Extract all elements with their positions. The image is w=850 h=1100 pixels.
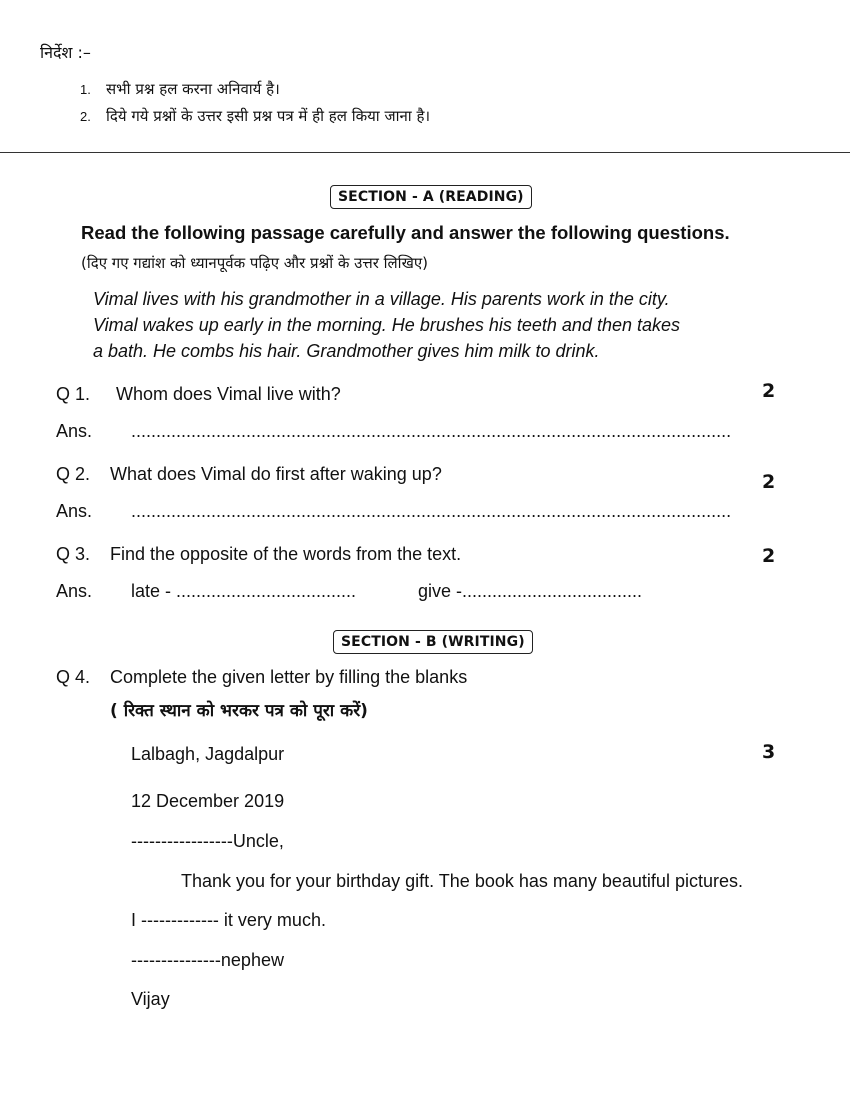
question-text-hindi: ( रिक्त स्थान को भरकर पत्र को पूरा करें) <box>110 701 368 721</box>
instruction-text: सभी प्रश्न हल करना अनिवार्य है। <box>106 80 280 98</box>
letter-body-blank[interactable]: I ------------- it very much. <box>131 910 326 930</box>
instruction-item <box>80 106 430 126</box>
question-text: Complete the given letter by filling the blanks <box>110 667 468 687</box>
letter-closing-blank[interactable]: ---------------nephew <box>131 950 284 970</box>
question-text: What does Vimal do first after waking up? <box>110 464 442 484</box>
question-marks: 2 <box>762 380 776 402</box>
question-marks: 2 <box>762 471 776 493</box>
answer-line[interactable]: ........................................................................................................................ <box>131 421 732 441</box>
question-text: Find the opposite of the words from the text. <box>110 544 462 564</box>
section-b-title: SECTION - B (WRITING) <box>333 630 533 654</box>
question-number: Q 1. <box>56 384 91 404</box>
section-a-title: SECTION - A (READING) <box>330 185 532 209</box>
reading-instruction: Read the following passage carefully and answer the following questions. <box>81 222 730 243</box>
letter-body: Thank you for your birthday gift. The book has many beautiful pictures. <box>181 871 743 891</box>
instructions-heading: निर्देश :– <box>40 43 91 62</box>
instruction-number: 1. <box>80 82 91 97</box>
instruction-text: दिये गये प्रश्नों के उत्तर इसी प्रश्न पत्र में ही हल किया जाना है। <box>106 107 431 125</box>
answer-label: Ans. <box>56 501 93 521</box>
answer-label: Ans. <box>56 421 93 441</box>
answer-blank-late[interactable]: late - .................................... <box>131 581 357 601</box>
question-number: Q 2. <box>56 464 91 484</box>
passage-line: a bath. He combs his hair. Grandmother gives him milk to drink. <box>93 341 600 361</box>
passage-line: Vimal lives with his grandmother in a village. His parents work in the city. <box>93 289 670 309</box>
question-number: Q 4. <box>56 667 91 687</box>
question-text: Whom does Vimal live with? <box>116 384 341 404</box>
instruction-number: 2. <box>80 109 91 124</box>
letter-signature: Vijay <box>131 989 170 1009</box>
question-number: Q 3. <box>56 544 91 564</box>
letter-address: Lalbagh, Jagdalpur <box>131 744 285 764</box>
question-marks: 2 <box>762 545 776 567</box>
letter-date: 12 December 2019 <box>131 791 285 811</box>
answer-blank-give[interactable]: give -.................................... <box>418 581 643 601</box>
letter-salutation-blank[interactable]: -----------------Uncle, <box>131 831 284 851</box>
answer-line[interactable]: ........................................................................................................................ <box>131 501 732 521</box>
divider-line <box>0 152 850 153</box>
question-marks: 3 <box>762 741 776 763</box>
answer-label: Ans. <box>56 581 93 601</box>
passage-line: Vimal wakes up early in the morning. He brushes his teeth and then takes <box>93 315 680 335</box>
reading-instruction-hindi: (दिए गए गद्यांश को ध्यानपूर्वक पढ़िए और प्रश्नों के उत्तर लिखिए) <box>81 254 428 272</box>
instruction-item <box>80 79 280 99</box>
